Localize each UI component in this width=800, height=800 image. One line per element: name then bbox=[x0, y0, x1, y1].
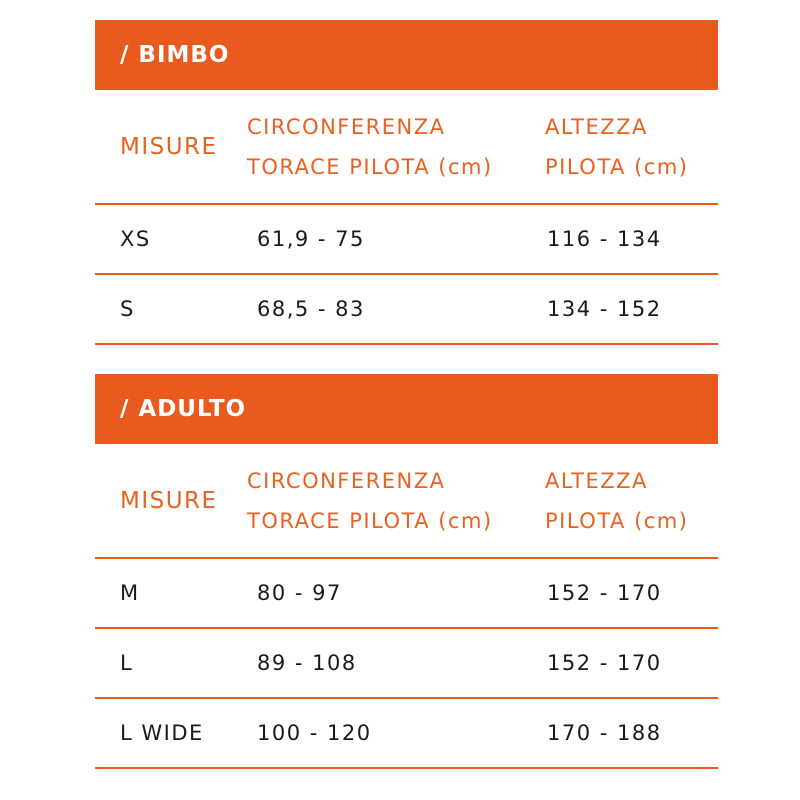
cell-chest: 68,5 - 83 bbox=[257, 297, 365, 321]
section-title: / BIMBO bbox=[95, 20, 718, 90]
cell-height: 116 - 134 bbox=[547, 227, 662, 251]
header-chest-line1: CIRCONFERENZA bbox=[247, 468, 446, 493]
column-header-row bbox=[95, 444, 718, 559]
table-row bbox=[95, 559, 718, 629]
header-chest bbox=[247, 461, 493, 541]
header-height-line1: ALTEZZA bbox=[545, 468, 648, 493]
cell-height: 152 - 170 bbox=[547, 651, 662, 675]
cell-size: S bbox=[120, 297, 135, 321]
cell-chest: 61,9 - 75 bbox=[257, 227, 365, 251]
header-height-line1: ALTEZZA bbox=[545, 114, 648, 139]
cell-chest: 80 - 97 bbox=[257, 581, 342, 605]
header-height-line2: PILOTA (cm) bbox=[545, 508, 689, 533]
column-header-row bbox=[95, 90, 718, 205]
header-chest-line2: TORACE PILOTA (cm) bbox=[247, 154, 493, 179]
header-size: MISURE bbox=[120, 487, 218, 514]
header-chest-line1: CIRCONFERENZA bbox=[247, 114, 446, 139]
cell-size: M bbox=[120, 581, 140, 605]
header-height-line2: PILOTA (cm) bbox=[545, 154, 689, 179]
header-size: MISURE bbox=[120, 133, 218, 160]
header-height bbox=[545, 461, 688, 541]
size-table-bimbo bbox=[95, 20, 718, 345]
cell-chest: 100 - 120 bbox=[257, 721, 372, 745]
cell-chest: 89 - 108 bbox=[257, 651, 357, 675]
table-row bbox=[95, 275, 718, 345]
cell-size: L bbox=[120, 651, 134, 675]
size-table-adulto bbox=[95, 374, 718, 769]
header-chest bbox=[247, 107, 493, 187]
table-row bbox=[95, 699, 718, 769]
header-chest-line2: TORACE PILOTA (cm) bbox=[247, 508, 493, 533]
section-title: / ADULTO bbox=[95, 374, 718, 444]
cell-height: 152 - 170 bbox=[547, 581, 662, 605]
cell-height: 170 - 188 bbox=[547, 721, 662, 745]
cell-size: L WIDE bbox=[120, 721, 204, 745]
cell-size: XS bbox=[120, 227, 151, 251]
table-row bbox=[95, 205, 718, 275]
header-height bbox=[545, 107, 688, 187]
table-row bbox=[95, 629, 718, 699]
cell-height: 134 - 152 bbox=[547, 297, 662, 321]
